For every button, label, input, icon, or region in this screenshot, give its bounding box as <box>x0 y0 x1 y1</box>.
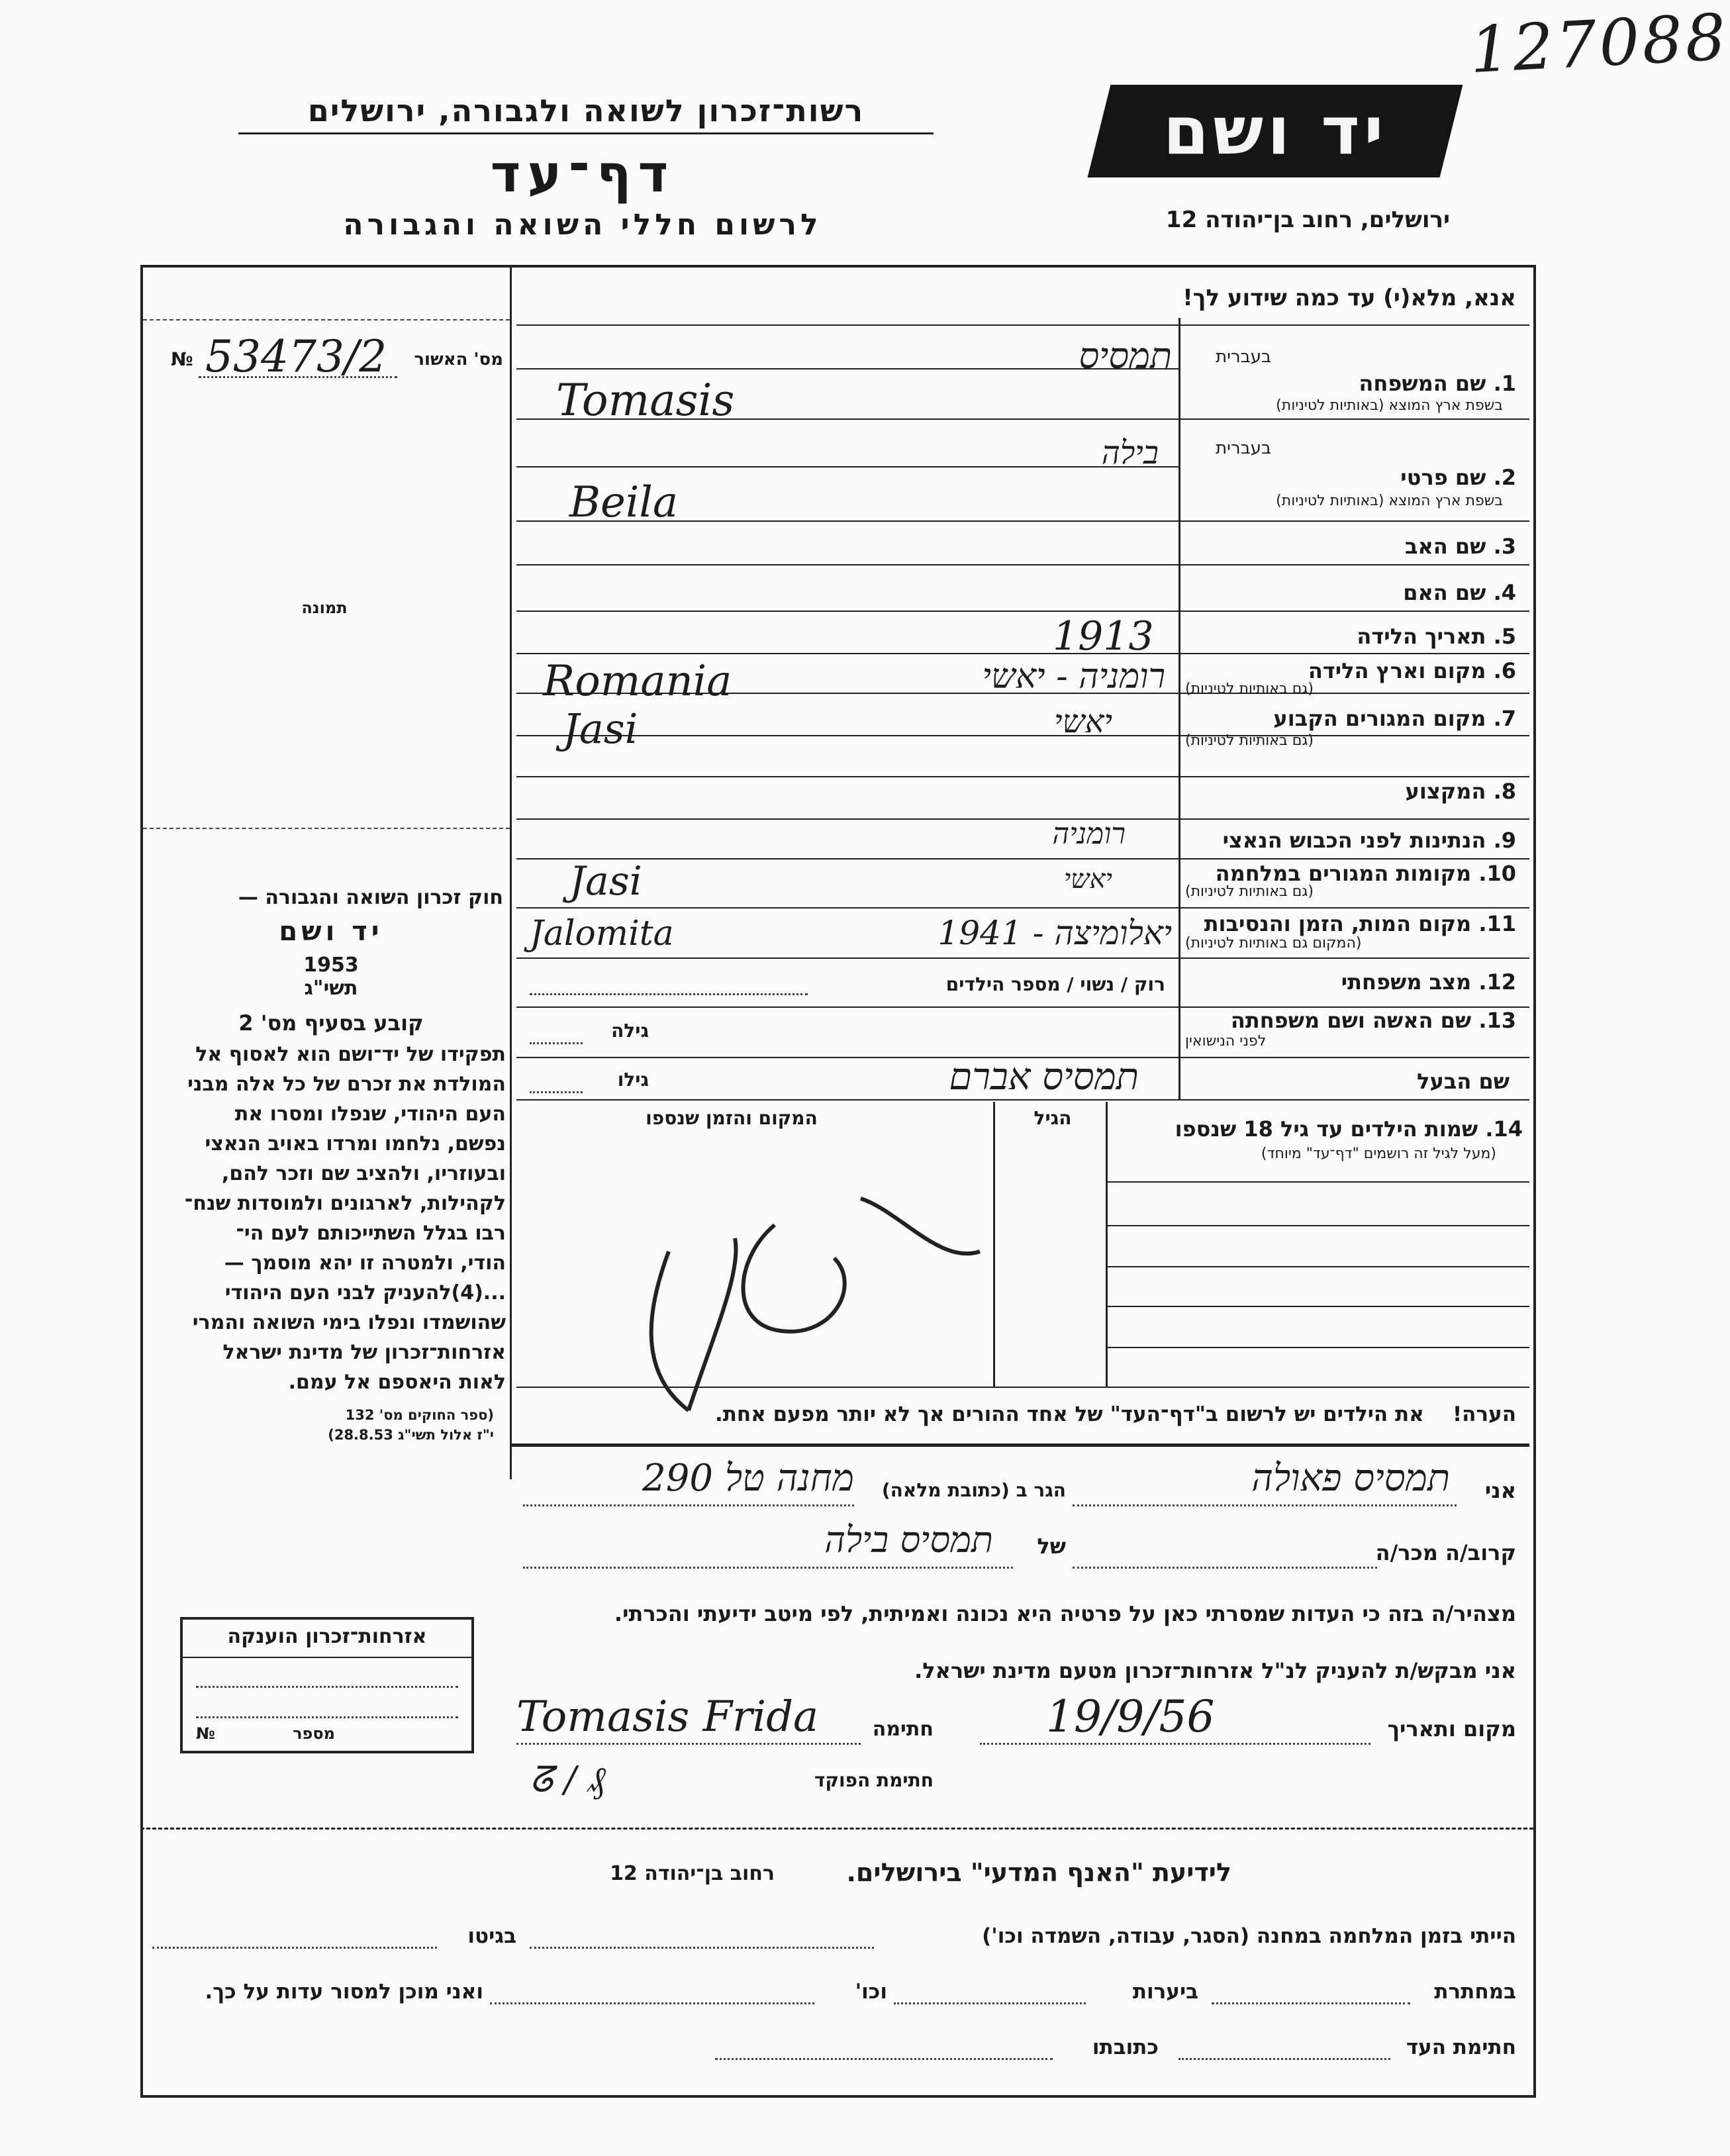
field-7-label <box>1185 706 1516 731</box>
field-3-label-text: שם האב <box>1404 534 1486 559</box>
field-6-hint: (גם באותיות לטיניות) <box>1185 681 1314 697</box>
field-6-num: 6. <box>1493 658 1516 683</box>
form-title: דף־עד <box>490 144 675 204</box>
field-10-value-heb: יאשי <box>1063 864 1112 895</box>
scribble-mark <box>609 1132 1006 1437</box>
field-2-heb-hint: בעברית <box>1216 438 1271 458</box>
note-bottom-rule <box>510 1444 1529 1447</box>
field-13-label-text: שם האשה ושם משפחתה <box>1230 1008 1472 1033</box>
field-13-hint: לפני הנישואין <box>1185 1033 1267 1050</box>
org-line: רשות־זכרון לשואה ולגבורה, ירושלים <box>307 93 865 128</box>
field-2-label <box>1185 465 1516 490</box>
footer-line2-dots-2 <box>894 2002 1086 2004</box>
declarant-resides-label: הגר ב (כתובת מלאה) <box>881 1479 1066 1501</box>
field-2-value-lat: Beila <box>569 478 678 527</box>
field-9-value: רומניה <box>1052 817 1126 851</box>
note-text: את הילדים יש לרשום ב"דף־העד" של אחד ההורים אך לא יותר מפעם אחת. <box>714 1402 1424 1426</box>
field-10-hint: (גם באותיות לטיניות) <box>1185 883 1314 900</box>
law-line: תפקידו של יד־ושם הוא לאסוף אל <box>195 1043 506 1066</box>
footer-line2-dots-1 <box>1212 2002 1410 2004</box>
field-6-value-heb: רומניה - יאשי <box>982 657 1165 697</box>
law-line: שהושמדו ונפלו בימי השואה והמרי <box>192 1311 506 1334</box>
field-7-hint: (גם באותיות לטיניות) <box>1185 732 1314 749</box>
law-line: העם היהודי, שנפלו ומסרו את <box>234 1102 506 1126</box>
field-8-label-text: המקצוע <box>1405 779 1486 804</box>
field-11-value-heb: יאלומיצה - 1941 <box>937 914 1172 952</box>
husband-value: תמסיס אברם <box>949 1055 1139 1099</box>
declaration-text: מצהיר/ה בזה כי העדות שמסרתי כאן על פרטיה היא נכונה ואמיתית, לפי מיטב ידיעתי והכרתי. <box>614 1601 1516 1626</box>
footer-rule <box>140 1828 1533 1830</box>
footer-line1-b: בגיטו <box>467 1924 516 1948</box>
footer-line2-a: במחתרת <box>1434 1980 1516 2004</box>
place-date-value: 19/9/56 <box>1046 1691 1215 1742</box>
field-11-hint: (המקום גם באותיות לטיניות) <box>1185 935 1362 952</box>
field-9-label-text: הנתינות לפני הכבוש הנאצי <box>1222 828 1486 853</box>
law-body <box>150 1040 506 1397</box>
citizenship-title: אזרחות־זכרון הוענקה <box>227 1625 427 1648</box>
children-row-rule <box>1106 1347 1529 1348</box>
children-hint: (מעל לגיל זה רושמים "דף־עד" מיוחד) <box>1261 1146 1496 1162</box>
field-4-num: 4. <box>1493 580 1516 605</box>
citizenship-title-rule <box>183 1657 471 1658</box>
children-col-divider <box>1106 1102 1108 1387</box>
children-row-rule <box>1106 1306 1529 1307</box>
field-11-label <box>1185 911 1516 936</box>
place-date-line <box>980 1743 1370 1745</box>
field-12-label-text: מצב משפחתי <box>1341 969 1472 995</box>
field-5-label-text: תאריך הלידה <box>1357 624 1486 649</box>
photo-label: תמונה <box>301 599 348 617</box>
field-10-num: 10. <box>1478 861 1516 886</box>
field-5-value: 1913 <box>1053 613 1154 660</box>
field-1-label <box>1185 371 1516 396</box>
address: ירושלים, רחוב בן־יהודה 12 <box>1165 207 1450 233</box>
row-rule <box>516 776 1529 777</box>
relation-of-line <box>523 1567 1013 1569</box>
field-1-label-text: שם המשפחה <box>1359 371 1486 396</box>
row-rule <box>516 611 1529 612</box>
footer-line3-a: חתימת העד <box>1406 2035 1516 2059</box>
left-top-rule <box>143 319 510 320</box>
field-10-label <box>1185 861 1516 886</box>
row-rule <box>516 858 1529 859</box>
footer-line1-dots-2 <box>152 1947 437 1949</box>
sign-line <box>516 1743 861 1745</box>
law-ref <box>150 1405 494 1445</box>
field-1-hint: בשפת ארץ המוצא (באותיות לטיניות) <box>1276 397 1503 414</box>
footer-line1-dots <box>530 1947 874 1949</box>
children-row-rule <box>1106 1225 1529 1226</box>
children-row-rule <box>1106 1181 1529 1183</box>
relation-of-value: תמסיס בילה <box>824 1519 993 1561</box>
footer-line3-dots-2 <box>715 2058 1053 2060</box>
place-date-label: מקום ותאריך <box>1387 1716 1516 1741</box>
relation-of-label: של <box>1037 1534 1066 1559</box>
field-10-value-lat: Jasi <box>569 858 642 905</box>
field-12-label <box>1185 969 1516 995</box>
sign-label: חתימה <box>872 1718 934 1741</box>
declarant-address-line <box>523 1504 854 1506</box>
row-rule <box>516 1099 1529 1101</box>
relation-label: קרוב/ה מכר/ה <box>1375 1540 1516 1565</box>
field-12-sub: רוק / נשוי / מספר הילדים <box>945 973 1165 995</box>
law-year-heb: תשי"ג <box>304 977 358 1000</box>
field-6-label-text: מקום וארץ הלידה <box>1308 658 1486 683</box>
left-column-divider <box>510 268 512 1479</box>
field-8-num: 8. <box>1493 779 1516 804</box>
husband-age-label: גילו <box>617 1069 649 1091</box>
field-6-label <box>1185 658 1516 683</box>
row-rule <box>516 653 1529 654</box>
registration-dotted-line <box>199 376 397 378</box>
field-7-value-heb: יאשי <box>1054 703 1112 740</box>
children-col-place: המקום והזמן שנספו <box>646 1107 818 1129</box>
footer-line2-d: ואני מוכן למסור עדות על כך. <box>205 1980 483 2004</box>
footer-line2-c: וכו' <box>855 1980 887 2004</box>
citizenship-box <box>180 1617 474 1753</box>
field-9-label <box>1185 828 1516 853</box>
relation-line <box>1073 1567 1377 1569</box>
field-1-value-heb: תמסיס <box>1079 335 1172 377</box>
photo-bottom-rule <box>143 828 510 829</box>
children-col-age: הגיל <box>1033 1107 1072 1129</box>
registration-number: 53473/2 <box>205 331 387 382</box>
footer-address: רחוב בן־יהודה 12 <box>610 1862 775 1885</box>
law-line: נפשם, נלחמו ומרדו באויב הנאצי <box>205 1132 506 1155</box>
field-11-label-text: מקום המות, הזמן והנסיבות <box>1204 911 1472 936</box>
signature: Tomasis Frida <box>516 1692 819 1741</box>
field-1-heb-hint: בעברית <box>1216 347 1271 367</box>
children-row-rule <box>1106 1266 1529 1267</box>
intro-text: אנא, מלא(י) עד כמה שידוע לך! <box>1182 285 1516 311</box>
form-subtitle: לרשום חללי השואה והגבורה <box>343 208 822 242</box>
org-underline <box>238 132 934 134</box>
field-4-label <box>1185 580 1516 605</box>
law-line: לקהילות, לארגונים ולמוסדות שנח־ <box>184 1192 506 1215</box>
law-ref-2: י"ז אלול תשי"ג 28.8.53) <box>328 1427 494 1443</box>
law-line: ...(4)להעניק לבני העם היהודי <box>224 1281 506 1304</box>
field-8-label <box>1185 779 1516 804</box>
children-label <box>1112 1116 1523 1142</box>
request-text: אני מבקש/ת להעניק לנ"ל אזרחות־זכרון מטעם מדינת ישראל. <box>914 1658 1516 1683</box>
field-3-num: 3. <box>1493 534 1516 559</box>
field-12-num: 12. <box>1478 969 1516 995</box>
citizenship-number-label: מספר <box>293 1724 335 1743</box>
field-6-value-lat: Romania <box>543 657 732 706</box>
law-line: המולדת את זכרם של כל אלה מבני <box>187 1073 506 1096</box>
field-5-num: 5. <box>1493 624 1516 649</box>
children-label-text: שמות הילדים עד גיל 18 שנספו <box>1175 1116 1478 1142</box>
logo-text: יד ושם <box>1163 92 1388 170</box>
citizenship-no: № <box>196 1724 215 1743</box>
field-13-label <box>1185 1008 1516 1033</box>
declarant-name-line <box>1073 1504 1457 1506</box>
field-10-label-text: מקומות המגורים במלחמה <box>1215 861 1472 886</box>
husband-label: שם הבעל <box>1417 1069 1510 1094</box>
footer-line3-b: כתובתו <box>1092 2035 1159 2059</box>
officer-label: חתימת הפוקד <box>814 1769 934 1791</box>
law-ref-1: (ספר החוקים מס' 132 <box>345 1407 494 1423</box>
officer-signature: ᘔ / ₰ <box>530 1759 606 1800</box>
registration-label: מס' האשור <box>414 350 503 369</box>
declarant-address: מחנה טל 290 <box>642 1457 854 1500</box>
husband-age-dotted-line <box>530 1091 583 1093</box>
field-2-hint: בשפת ארץ המוצא (באותיות לטיניות) <box>1276 493 1503 509</box>
field-1-value-lat: Tomasis <box>556 375 735 426</box>
law-clause: קובע בסעיף מס' 2 <box>238 1010 424 1036</box>
field-5-label <box>1185 624 1516 649</box>
label-column-divider <box>1178 318 1180 1099</box>
row-rule <box>516 907 1529 908</box>
law-line: הודי, ולמטרה זו יהא מוסמך — <box>224 1251 506 1275</box>
law-line: ובעוזריו, ולהציב שם וזכר להם, <box>221 1162 506 1185</box>
law-name: יד ושם <box>279 916 383 947</box>
footer-line1-a: הייתי בזמן המלחמה במחנה (הסגר, עבודה, השמדה וכו') <box>982 1924 1516 1948</box>
field-13-dotted-line <box>530 1042 583 1044</box>
law-title: חוק זכרון השואה והגבורה — <box>238 886 503 909</box>
field-9-num: 9. <box>1493 828 1516 853</box>
row-rule <box>516 957 1529 959</box>
note-line <box>523 1402 1516 1426</box>
field-13-num: 13. <box>1478 1008 1516 1033</box>
note-title: הערה! <box>1452 1402 1516 1426</box>
footer-title: לידיעת "האנף המדעי" בירושלים. <box>846 1858 1231 1887</box>
law-year <box>232 954 430 1000</box>
intro-rule <box>516 324 1529 326</box>
field-2-value-heb: בילה <box>1101 434 1159 471</box>
footer-line2-b: ביערות <box>1132 1980 1198 2004</box>
children-num: 14. <box>1485 1116 1523 1142</box>
citizenship-dotted-line <box>196 1686 458 1688</box>
declarant-i-label: אני <box>1484 1478 1516 1503</box>
field-7-num: 7. <box>1493 706 1516 731</box>
field-7-label-text: מקום המגורים הקבוע <box>1273 706 1486 731</box>
law-line: לאות היאספם אל עמם. <box>288 1371 506 1394</box>
field-1-num: 1. <box>1493 371 1516 396</box>
law-line: אזרחות־זכרון של מדינת ישראל <box>222 1341 506 1364</box>
law-year-greg: 1953 <box>303 954 359 977</box>
field-4-label-text: שם האם <box>1403 580 1486 605</box>
field-12-dotted-line <box>530 993 808 995</box>
field-11-value-lat: Jalomita <box>530 914 674 954</box>
field-13-age-label: גילה <box>611 1020 649 1042</box>
row-rule <box>516 564 1529 565</box>
field-11-num: 11. <box>1478 911 1516 936</box>
field-7-value-lat: Jasi <box>563 705 638 753</box>
field-3-label <box>1185 534 1516 559</box>
footer-line2-dots-3 <box>490 2002 814 2004</box>
field-2-num: 2. <box>1493 465 1516 490</box>
citizenship-dotted-line <box>196 1716 458 1718</box>
law-line: רבו בגלל השתייכותם לעם הי־ <box>236 1222 506 1245</box>
archive-number: 127088 <box>1468 0 1730 88</box>
field-2-label-text: שם פרטי <box>1400 465 1486 490</box>
footer-line3-dots-1 <box>1178 2058 1390 2060</box>
logo <box>1088 85 1463 177</box>
registration-no-prefix: № <box>171 348 193 370</box>
declarant-name: תמסיס פאולה <box>1251 1457 1450 1500</box>
